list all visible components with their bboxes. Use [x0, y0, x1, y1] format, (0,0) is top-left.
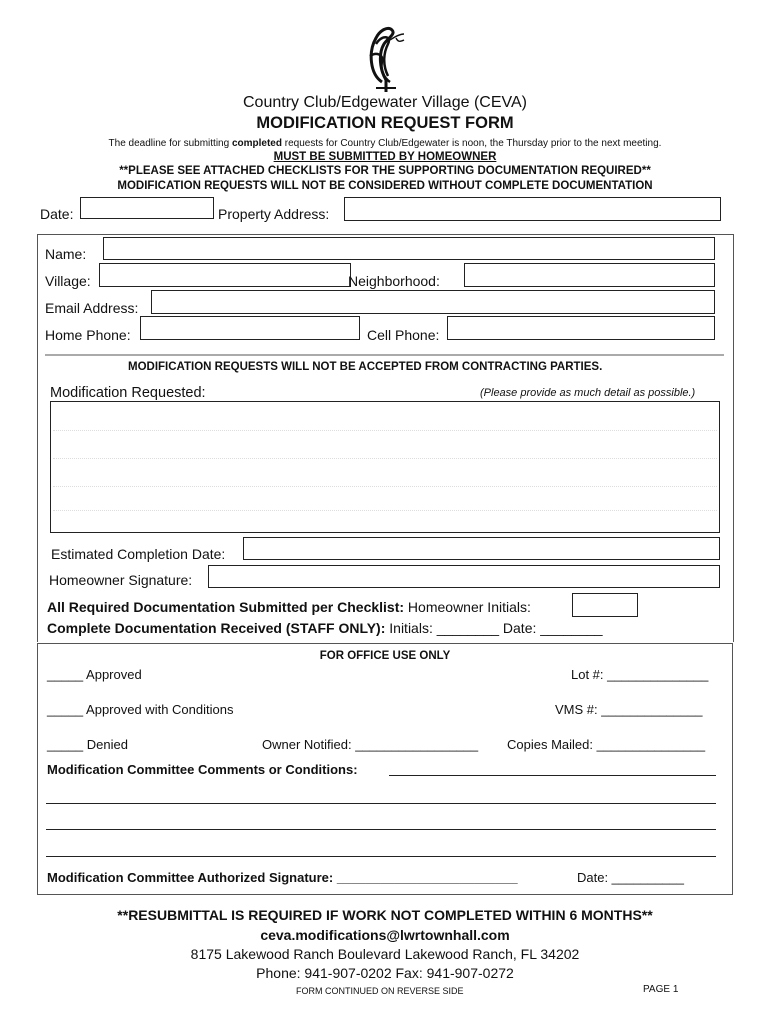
neighborhood-field[interactable] [464, 263, 715, 287]
copies-mailed-line: Copies Mailed: _______________ [507, 737, 706, 752]
divider-gray [45, 354, 724, 356]
modification-requested-label: Modification Requested: [50, 385, 206, 401]
comments-line [46, 856, 716, 857]
docs-line-2: Complete Documentation Received (STAFF ONLY): Initials: ________ Date: ________ [47, 620, 603, 636]
cell-phone-label: Cell Phone: [367, 327, 440, 343]
name-field[interactable] [103, 237, 715, 260]
office-use-title: FOR OFFICE USE ONLY [319, 650, 451, 662]
property-address-field[interactable] [344, 197, 721, 221]
org-title: Country Club/Edgewater Village (CEVA) [243, 94, 527, 111]
contact-email[interactable]: ceva.modifications@lwrtownhall.com [260, 927, 510, 943]
ceva-logo [362, 22, 410, 94]
email-field[interactable] [151, 290, 715, 314]
cell-phone-field[interactable] [447, 316, 715, 340]
textarea-line [53, 458, 717, 459]
must-submit-text: MUST BE SUBMITTED BY HOMEOWNER [273, 151, 497, 163]
detail-hint: (Please provide as much detail as possible.) [480, 387, 696, 399]
section-border-right [733, 234, 734, 642]
textarea-line [53, 486, 717, 487]
homeowner-signature-label: Homeowner Signature: [49, 572, 193, 588]
date-field[interactable] [80, 197, 214, 219]
lot-number-line: Lot #: ______________ [571, 667, 709, 682]
section-divider-top [37, 234, 733, 235]
phone-fax: Phone: 941-907-0202 Fax: 941-907-0272 [256, 965, 514, 981]
home-phone-field[interactable] [140, 316, 360, 340]
continued-note: FORM CONTINUED ON REVERSE SIDE [296, 986, 464, 996]
comments-line [46, 829, 716, 830]
section-border-left [37, 234, 38, 642]
neighborhood-label: Neighborhood: [348, 273, 440, 289]
textarea-line [53, 430, 717, 431]
village-label: Village: [45, 273, 91, 289]
denied-line: _____ Denied [47, 737, 128, 752]
resubmittal-note: **RESUBMITTAL IS REQUIRED IF WORK NOT COMPLETED WITHIN 6 MONTHS** [117, 907, 653, 923]
owner-notified-line: Owner Notified: _________________ [262, 737, 479, 752]
vms-number-line: VMS #: ______________ [555, 702, 703, 717]
comments-line [389, 775, 716, 776]
docs-line-1: All Required Documentation Submitted per Checklist: Homeowner Initials: [47, 599, 531, 615]
name-label: Name: [45, 246, 87, 262]
authorized-signature-line: Modification Committee Authorized Signature: _________________________ [47, 870, 518, 885]
approved-conditions-line: _____ Approved with Conditions [47, 702, 234, 717]
see-attached-text: **PLEASE SEE ATTACHED CHECKLISTS FOR THE SUPPORTING DOCUMENTATION REQUIRED** [119, 165, 651, 177]
completion-date-label: Estimated Completion Date: [51, 546, 226, 562]
textarea-line [53, 510, 717, 511]
home-phone-label: Home Phone: [45, 327, 131, 343]
comments-line [46, 803, 716, 804]
email-label: Email Address: [45, 300, 139, 316]
date-label: Date: [40, 206, 74, 222]
form-title: MODIFICATION REQUEST FORM [256, 114, 514, 132]
homeowner-initials-field[interactable] [572, 593, 638, 617]
contractor-note: MODIFICATION REQUESTS WILL NOT BE ACCEPTED FROM CONTRACTING PARTIES. [128, 361, 603, 373]
completion-date-field[interactable] [243, 537, 720, 560]
homeowner-signature-field[interactable] [208, 565, 720, 588]
office-address: 8175 Lakewood Ranch Boulevard Lakewood Ranch, FL 34202 [190, 946, 580, 962]
page-number: PAGE 1 [643, 984, 679, 995]
village-field[interactable] [99, 263, 351, 287]
deadline-text: The deadline for submitting completed requests for Country Club/Edgewater is noon, the Thursday prior to the next meeting. [108, 138, 662, 149]
committee-comments-label: Modification Committee Comments or Conditions: [47, 762, 358, 777]
property-address-label: Property Address: [218, 206, 330, 222]
office-date-line: Date: __________ [577, 870, 684, 885]
not-considered-text: MODIFICATION REQUESTS WILL NOT BE CONSIDERED WITHOUT COMPLETE DOCUMENTATION [117, 180, 653, 192]
approved-line: _____ Approved [47, 667, 142, 682]
modification-textarea[interactable] [50, 401, 720, 533]
